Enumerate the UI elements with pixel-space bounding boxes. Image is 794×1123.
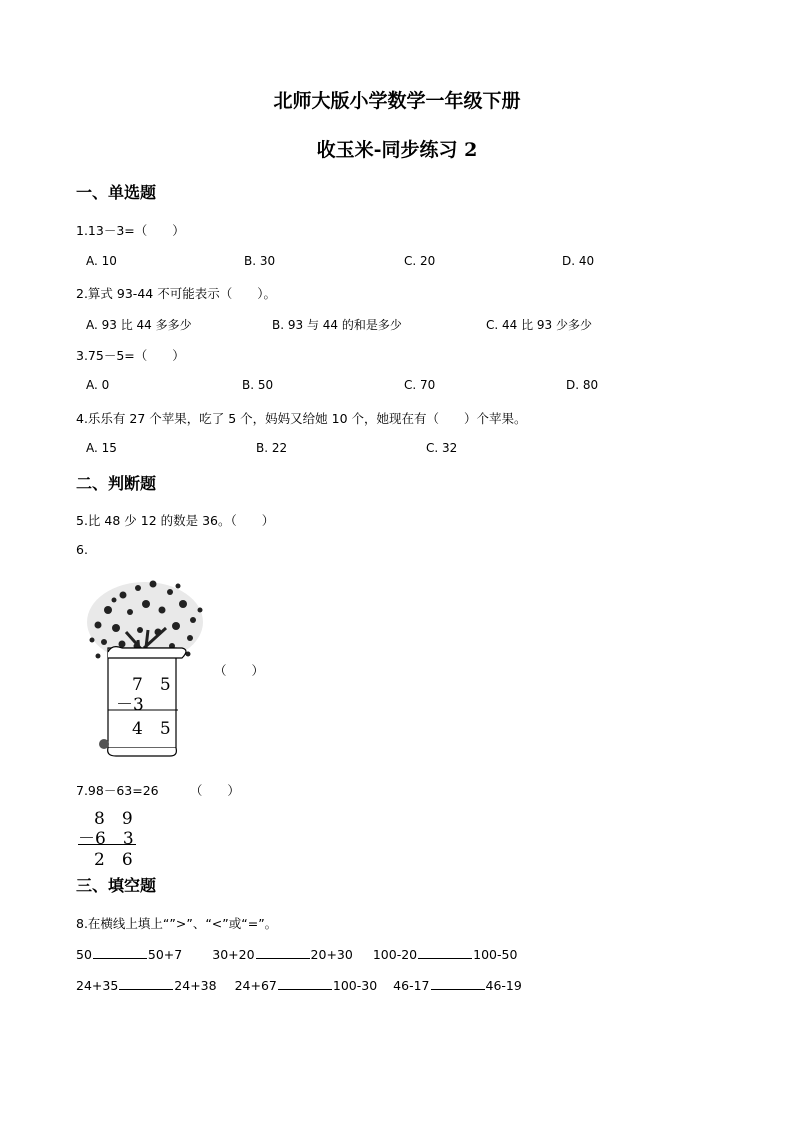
q8-r1-blank-1[interactable] <box>93 946 147 959</box>
q4-option-b: B. 22 <box>256 441 288 455</box>
q3-option-d: D. 80 <box>566 378 599 392</box>
q2-option-a: A. 93 比 44 多多少 <box>86 318 192 332</box>
page-subtitle: 收玉米-同步练习 2 <box>316 139 478 161</box>
q7-vertical-row3: 2 6 <box>94 850 133 870</box>
question-5-text: 5.比 48 少 12 的数是 36。（ ） <box>76 513 275 528</box>
q8-r1-blank-2[interactable] <box>256 946 310 959</box>
q8-r2-right: 46-19 <box>485 978 522 993</box>
q8-r2-right: 100-30 <box>332 978 378 993</box>
question-8-text: 8.在横线上填上“”>”、“<”或“=”。 <box>76 916 278 931</box>
q4-option-c: C. 32 <box>426 441 458 455</box>
section-heading-single-choice: 一、单选题 <box>76 183 157 202</box>
q3-option-a: A. 0 <box>86 378 110 392</box>
q8-r1-right: 100-50 <box>473 947 518 962</box>
section-heading-judge: 二、判断题 <box>76 474 157 493</box>
q8-r1-left: 100-20 <box>372 947 418 962</box>
q8-r2-blank-3[interactable] <box>431 977 485 990</box>
q8-r2-blank-2[interactable] <box>278 977 332 990</box>
q3-option-b: B. 50 <box>242 378 274 392</box>
q8-r1-left: 30+20 <box>212 947 255 962</box>
question-7-text: 7.98－63=26 （ ） <box>76 783 240 798</box>
q8-row-2 <box>76 977 522 993</box>
q8-r1-right: 20+30 <box>310 947 353 962</box>
q2-option-c: C. 44 比 93 少多少 <box>486 318 592 332</box>
section-heading-fill: 三、填空题 <box>76 876 157 895</box>
q8-r2-left: 24+35 <box>76 978 119 993</box>
q2-option-b: B. 93 与 44 的和是多少 <box>272 318 402 332</box>
q8-r2-right: 24+38 <box>174 978 217 993</box>
question-2-text: 2.算式 93-44 不可能表示（ ）。 <box>76 286 276 301</box>
page-title: 北师大版小学数学一年级下册 <box>273 90 521 112</box>
q6-answer-paren: （ ） <box>214 663 265 678</box>
question-1-text: 1.13－3=（ ） <box>76 223 185 238</box>
q4-option-a: A. 15 <box>86 441 117 455</box>
q8-r2-left: 24+67 <box>234 978 277 993</box>
q3-option-c: C. 70 <box>404 378 436 392</box>
question-4-text: 4.乐乐有 27 个苹果，吃了 5 个，妈妈又给她 10 个，她现在有（ ）个苹果。 <box>76 411 527 426</box>
q8-r2-left: 46-17 <box>393 978 430 993</box>
q7-vertical-row2: －6 3 <box>78 829 134 849</box>
q1-option-b: B. 30 <box>244 254 276 268</box>
q7-vertical-row1: 8 9 <box>94 809 133 829</box>
q8-r1-left: 50 <box>76 947 92 962</box>
q8-r1-right: 50+7 <box>147 947 183 962</box>
question-6-number: 6. <box>76 542 88 557</box>
q6-vertical-row1: 7 5 <box>132 675 171 695</box>
q6-vertical-row2: －3 <box>116 695 144 715</box>
q1-option-c: C. 20 <box>404 254 436 268</box>
q1-option-d: D. 40 <box>562 254 595 268</box>
question-3-text: 3.75－5=（ ） <box>76 348 185 363</box>
q6-vertical-row3: 4 5 <box>132 719 171 739</box>
q8-r1-blank-3[interactable] <box>418 946 472 959</box>
q8-r2-blank-1[interactable] <box>119 977 173 990</box>
q1-option-a: A. 10 <box>86 254 117 268</box>
q8-row-1 <box>76 946 517 962</box>
